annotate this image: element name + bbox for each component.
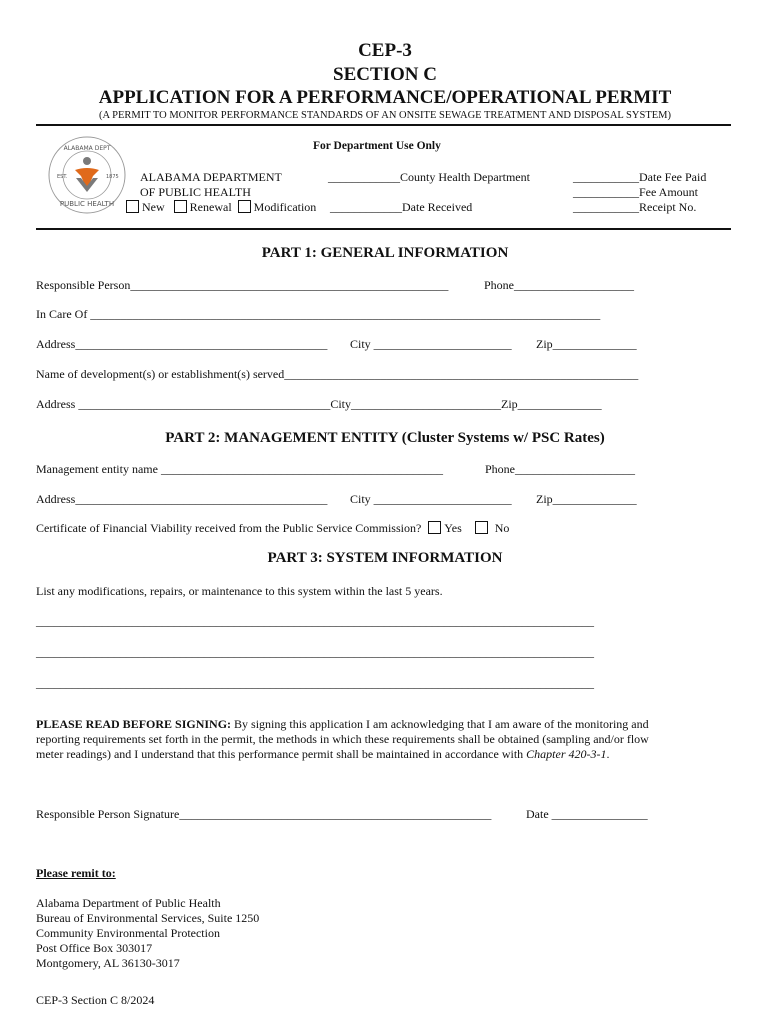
part1-heading: PART 1: GENERAL INFORMATION: [261, 245, 509, 261]
modification-checkbox[interactable]: Modification: [238, 200, 317, 214]
dept-name-line1: ALABAMA DEPARTMENT: [140, 170, 282, 184]
system-info-prompt: List any modifications, repairs, or maintenance to this system within the last 5 years.: [36, 584, 443, 598]
date-fee-paid-field[interactable]: ___________Date Fee Paid: [573, 170, 707, 184]
new-checkbox[interactable]: New: [126, 200, 165, 214]
page-subtitle: (A PERMIT TO MONITOR PERFORMANCE STANDARDS OF AN ONSITE SEWAGE TREATMENT AND DISPOSAL SYSTEM): [99, 110, 671, 121]
svg-text:EST.: EST.: [57, 174, 68, 180]
fee-amount-field[interactable]: ___________Fee Amount: [573, 185, 698, 199]
signature-date-field[interactable]: Date ________________: [526, 807, 648, 821]
entity-address-field[interactable]: Address__________________________________________: [36, 492, 328, 506]
zip-field[interactable]: Zip______________: [536, 337, 637, 351]
remit-line: Alabama Department of Public Health: [36, 896, 221, 910]
signature-field[interactable]: Responsible Person Signature____________________________________________________: [36, 807, 492, 821]
office-use-heading: For Department Use Only: [313, 140, 441, 152]
dept-name-line2: OF PUBLIC HEALTH: [140, 185, 251, 199]
footer-form-code: CEP-3 Section C 8/2024: [36, 993, 155, 1007]
permit-type-options: [126, 200, 316, 215]
form-code: CEP-3: [358, 40, 412, 61]
certificate-question: Certificate of Financial Viability received from the Public Service Commission? Yes No: [36, 521, 510, 535]
section-title: SECTION C: [333, 64, 437, 85]
certificate-yes-checkbox[interactable]: Yes: [428, 521, 461, 535]
system-info-line-1[interactable]: _____________________________________________________________________________________________: [36, 614, 594, 628]
address2-field[interactable]: Address __________________________________________City_________________________Zip______________: [36, 397, 602, 411]
remit-line: Montgomery, AL 36130-3017: [36, 956, 180, 970]
remit-line: Post Office Box 303017: [36, 941, 153, 955]
svg-text:ALABAMA DEPT: ALABAMA DEPT: [63, 145, 111, 152]
system-info-line-2[interactable]: _____________________________________________________________________________________________: [36, 645, 594, 659]
page-title: APPLICATION FOR A PERFORMANCE/OPERATIONAL PERMIT: [98, 87, 672, 108]
city-field[interactable]: City _______________________: [350, 337, 512, 351]
header-divider: [36, 124, 731, 126]
county-field[interactable]: ____________County Health Department: [328, 170, 530, 184]
address-field[interactable]: Address__________________________________________: [36, 337, 328, 351]
entity-phone-field[interactable]: Phone____________________: [485, 462, 635, 476]
part3-heading: PART 3: SYSTEM INFORMATION: [267, 550, 503, 566]
entity-zip-field[interactable]: Zip______________: [536, 492, 637, 506]
system-info-line-3[interactable]: _____________________________________________________________________________________________: [36, 676, 594, 690]
remit-line: Bureau of Environmental Services, Suite 1250: [36, 911, 260, 925]
receipt-no-field[interactable]: ___________Receipt No.: [573, 200, 697, 214]
adph-logo: [46, 134, 128, 216]
remit-heading: Please remit to:: [36, 866, 116, 880]
remit-line: Community Environmental Protection: [36, 926, 220, 940]
svg-text:1875: 1875: [106, 174, 119, 180]
signing-notice: PLEASE READ BEFORE SIGNING: By signing this application I am acknowledging that I am aware of the monitoring and reporting requirements set forth in the permit, the methods in which these requirements shall be obtained (sampling and/or flow meter readings) and I understand that this performance permit shall be maintained in accordance with Chapter 420-3-1.: [36, 717, 649, 761]
part2-heading: PART 2: MANAGEMENT ENTITY (Cluster Systems w/ PSC Rates): [165, 430, 605, 446]
certificate-no-checkbox[interactable]: No: [475, 521, 510, 535]
renewal-checkbox[interactable]: Renewal: [174, 200, 232, 214]
development-name-field[interactable]: Name of development(s) or establishment(s) served___________________________________________________________: [36, 367, 639, 381]
entity-city-field[interactable]: City _______________________: [350, 492, 512, 506]
office-use-divider: [36, 228, 731, 230]
phone-field[interactable]: Phone____________________: [484, 278, 634, 292]
in-care-of-field[interactable]: In Care Of _____________________________________________________________________________________: [36, 307, 601, 321]
adph-seal-icon: [46, 134, 128, 216]
responsible-person-field[interactable]: Responsible Person_____________________________________________________: [36, 278, 449, 292]
date-received-field[interactable]: ____________Date Received: [330, 200, 473, 214]
svg-text:PUBLIC HEALTH: PUBLIC HEALTH: [59, 200, 115, 208]
management-entity-field[interactable]: Management entity name _______________________________________________: [36, 462, 443, 476]
